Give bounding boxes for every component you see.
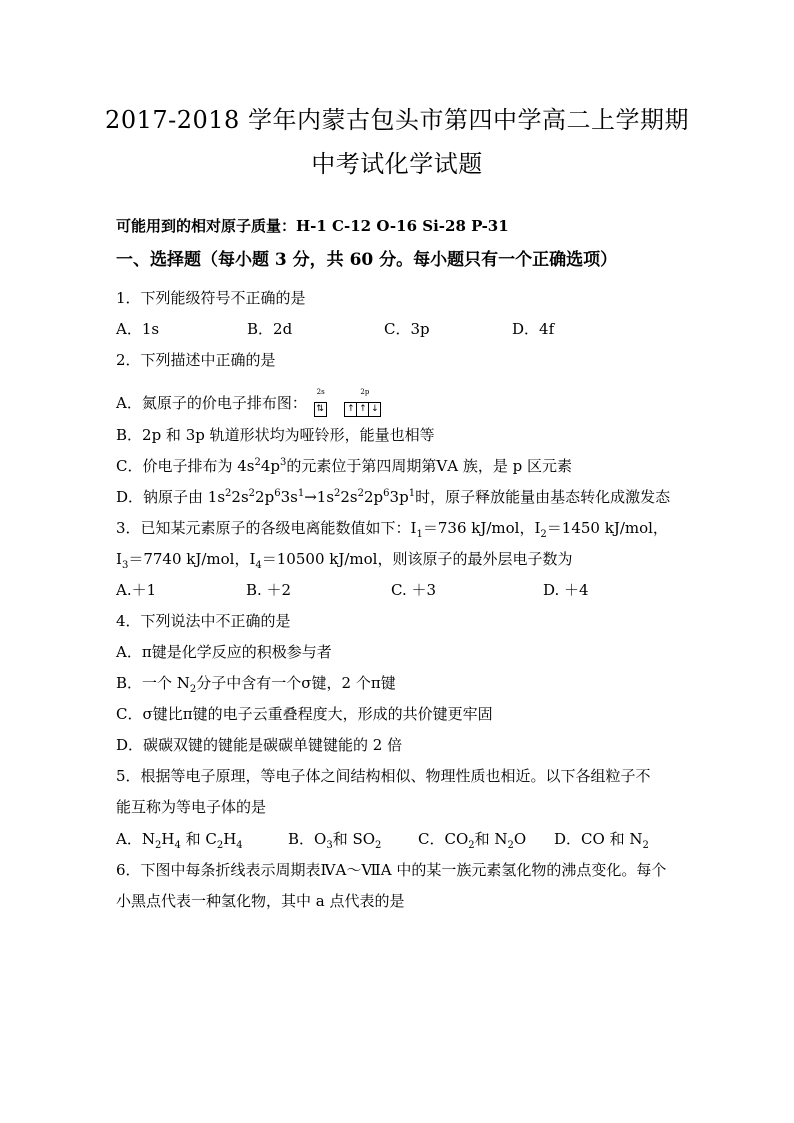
q1-stem: 1．下列能级符号不正确的是 xyxy=(116,289,306,307)
q1-option-a: A．1s xyxy=(116,320,160,338)
q4-option-c: C．σ键比π键的电子云重叠程度大，形成的共价键更牢固 xyxy=(116,705,493,723)
q2-stem: 2．下列描述中正确的是 xyxy=(116,351,276,369)
q6-stem-line1: 6．下图中每条折线表示周期表ⅣA～ⅦA 中的某一族元素氢化物的沸点变化。每个 xyxy=(116,861,667,879)
q4-option-b: B．一个 $N_2$分子中含有一个σ键，2 个π键 xyxy=(116,674,396,695)
q5-option-d: D．CO 和 $N_2$ xyxy=(554,830,649,851)
q2-option-d: D．钠原子由 $1s^22s^22p^63s^1\to 1s^22s^22p^63p^1$时，原子释放能量由基态转化成激发态 xyxy=(116,488,671,506)
orbital-2s xyxy=(314,388,326,417)
q1-options xyxy=(116,319,554,339)
orbital-2p xyxy=(344,388,380,417)
exam-title-line2: 中考试化学试题 xyxy=(311,150,483,178)
q6-stem-line2: 小黑点代表一种氢化物，其中 a 点代表的是 xyxy=(116,892,405,910)
q3-option-b: B. ＋2 xyxy=(246,581,292,599)
orbital-2p-label: 2p xyxy=(360,388,370,396)
orbital-2s-label: 2s xyxy=(316,388,325,396)
section-heading: 一、选择题（每小题 3 分，共 60 分。每小题只有一个正确选项） xyxy=(116,250,618,270)
orbital-box: ↑ xyxy=(344,402,357,417)
q5-stem-line2: 能互称为等电子体的是 xyxy=(116,798,267,816)
q5-stem-line1: 5．根据等电子原理，等电子体之间结构相似、物理性质也相近。以下各组粒子不 xyxy=(116,767,651,785)
q3-options xyxy=(116,580,589,600)
q3-stem-line2: $I_3=7740$ kJ/mol，$I_4=10500$ kJ/mol，则该原子的最外层电子数为 xyxy=(116,550,573,571)
q1-option-b: B．2d xyxy=(247,320,293,338)
q5-option-a: A．$N_2H_4$ 和 $C_2H_4$ xyxy=(116,830,243,851)
q1-option-d: D．4f xyxy=(512,320,555,338)
q3-option-d: D. ＋4 xyxy=(543,581,589,599)
orbital-box: ⇅ xyxy=(314,402,327,417)
q2-option-b: B．2p 和 3p 轨道形状均为哑铃形，能量也相等 xyxy=(116,426,435,444)
exam-title-line1: 2017-2018 学年内蒙古包头市第四中学高二上学期期 xyxy=(105,106,689,134)
q4-option-a: A．π键是化学反应的积极参与者 xyxy=(116,643,332,661)
q5-option-b: B．$O_3$和 $SO_2$ xyxy=(288,830,382,851)
orbital-box: ↓ xyxy=(368,402,381,417)
q4-stem: 4．下列说法中不正确的是 xyxy=(116,612,291,630)
atomic-masses-note: 可能用到的相对原子质量：H-1 C-12 O-16 Si-28 P-31 xyxy=(116,217,509,235)
orbital-box: ↑ xyxy=(356,402,369,417)
q4-option-d: D．碳碳双键的键能是碳碳单键键能的 2 倍 xyxy=(116,736,403,754)
q5-option-c: C．$CO_2$和 $N_2O$ xyxy=(418,830,527,851)
q5-options xyxy=(116,829,649,849)
q2-option-c: C．价电子排布为 $4s^24p^3$的元素位于第四周期第ⅤA 族，是 p 区元素 xyxy=(116,457,572,475)
q3-option-a: A.＋1 xyxy=(116,581,157,599)
q1-option-c: C．3p xyxy=(384,320,430,338)
q3-option-c: C. ＋3 xyxy=(391,581,437,599)
q2-option-a-text: A．氮原子的价电子排布图： xyxy=(116,394,307,412)
q2-option-a xyxy=(116,388,380,417)
q3-stem-line1: 3．已知某元素原子的各级电离能数值如下：$I_1=736$ kJ/mol，$I_2=1450$ kJ/mol， xyxy=(116,519,668,540)
